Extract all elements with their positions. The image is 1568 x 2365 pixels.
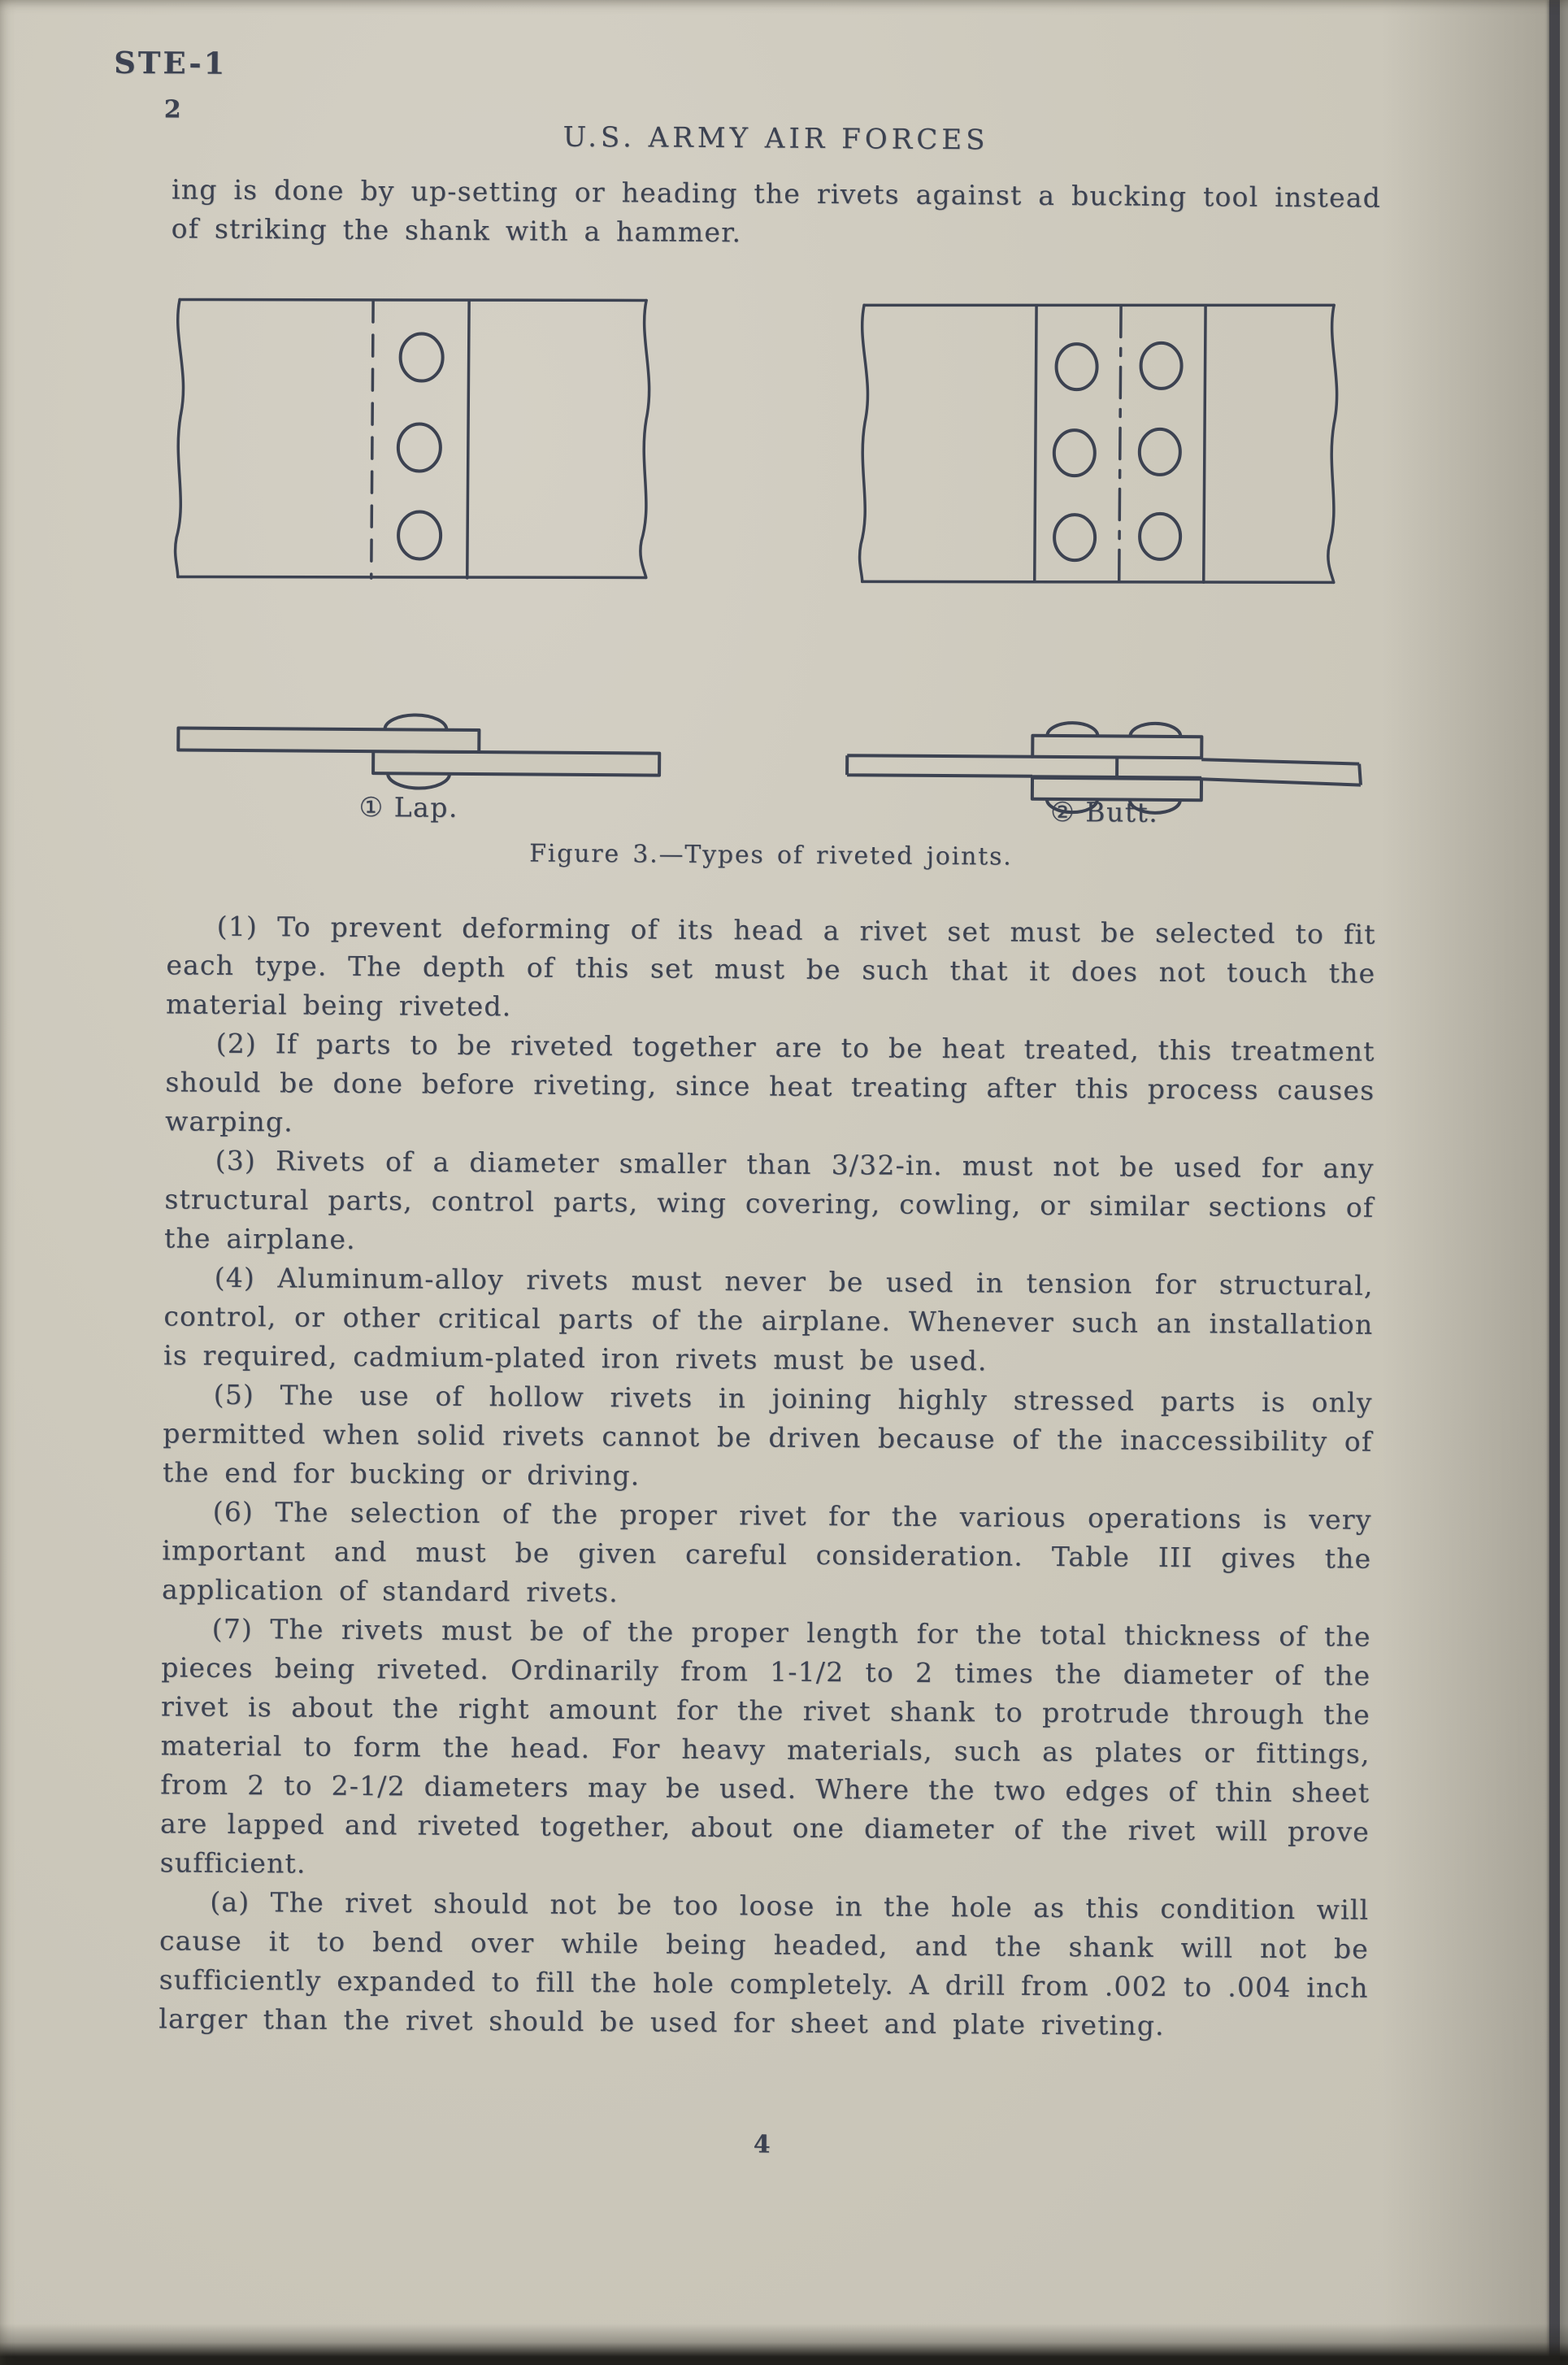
next-page-strip [1560,0,1568,2365]
figure-caption: Figure 3.—Types of riveted joints. [529,839,1013,872]
page-number: 4 [753,2130,771,2159]
lap-label: ① Lap. [358,791,459,824]
paragraph-3: (3) Rivets of a diameter smaller than 3/32-in. must not be used for any structural parts, control parts, wing covering, cowling, or similar sections of the airplane. [163,1144,1375,1255]
figure-3 [0,0,1568,911]
doc-number: 2 [163,95,181,124]
bottom-scan-band [0,2324,1568,2365]
paragraph-4: (4) Aluminum-alloy rivets must never be used in tension for structural, control, or other critical parts of the airplane. Whenever such an installation is required, cadmium-plated iron rivets must be used. [163,1261,1374,1377]
intro-paragraph: ing is done by up-setting or heading the rivets against a bucking tool instead of striking the shank with a hammer. [171,173,1382,249]
doc-code: STE-1 [114,44,228,81]
lap-joint-top-view-diagram [170,293,653,583]
butt-joint-top-view-diagram [853,298,1344,588]
paragraph-6: (6) The selection of the proper rivet for the various operations is very important and must be given careful consideration. Table III gives the application of standard rivets. [161,1495,1372,1609]
running-head: U.S. ARMY AIR FORCES [562,120,989,157]
paragraph-5: (5) The use of hollow rivets in joining highly stressed parts is only permitted when solid rivets cannot be driven because of the inaccessibility of the end for bucking or driving. [162,1378,1373,1492]
paragraph-2: (2) If parts to be riveted together are to be heat treated, this treatment should be done before riveting, since heat treating after this process causes warping. [164,1027,1375,1138]
page-edge-line [1549,0,1560,2365]
body-text [159,906,1376,2046]
butt-label: ② Butt. [1050,795,1159,828]
paragraph-1: (1) To prevent deforming of its head a rivet set must be selected to fit each type. The depth of this set must be such that it does not touch the material being riveted. [165,910,1376,1023]
paragraph-7: (7) The rivets must be of the proper length for the total thickness of the pieces being riveted. Ordinarily from 1-1/2 to 2 times the diameter of the rivet is about the right amount for the rivet shank to protrude through the material to form the head. For heavy materials, such as plates or fittings, from 2 to 2-1/2 diameters may be used. Where the two edges of thin sheet are lapped and riveted together, about one diameter of the rivet will prove sufficient. [159,1612,1371,1880]
paragraph-a: (a) The rivet should not be too loose in the hole as this condition will cause it to bend over while being headed, and the shank will not be sufficiently expanded to fill the hole completely. A drill from .002 to .004 inch larger than the rivet should be used for sheet and plate riveting. [159,1885,1370,2041]
